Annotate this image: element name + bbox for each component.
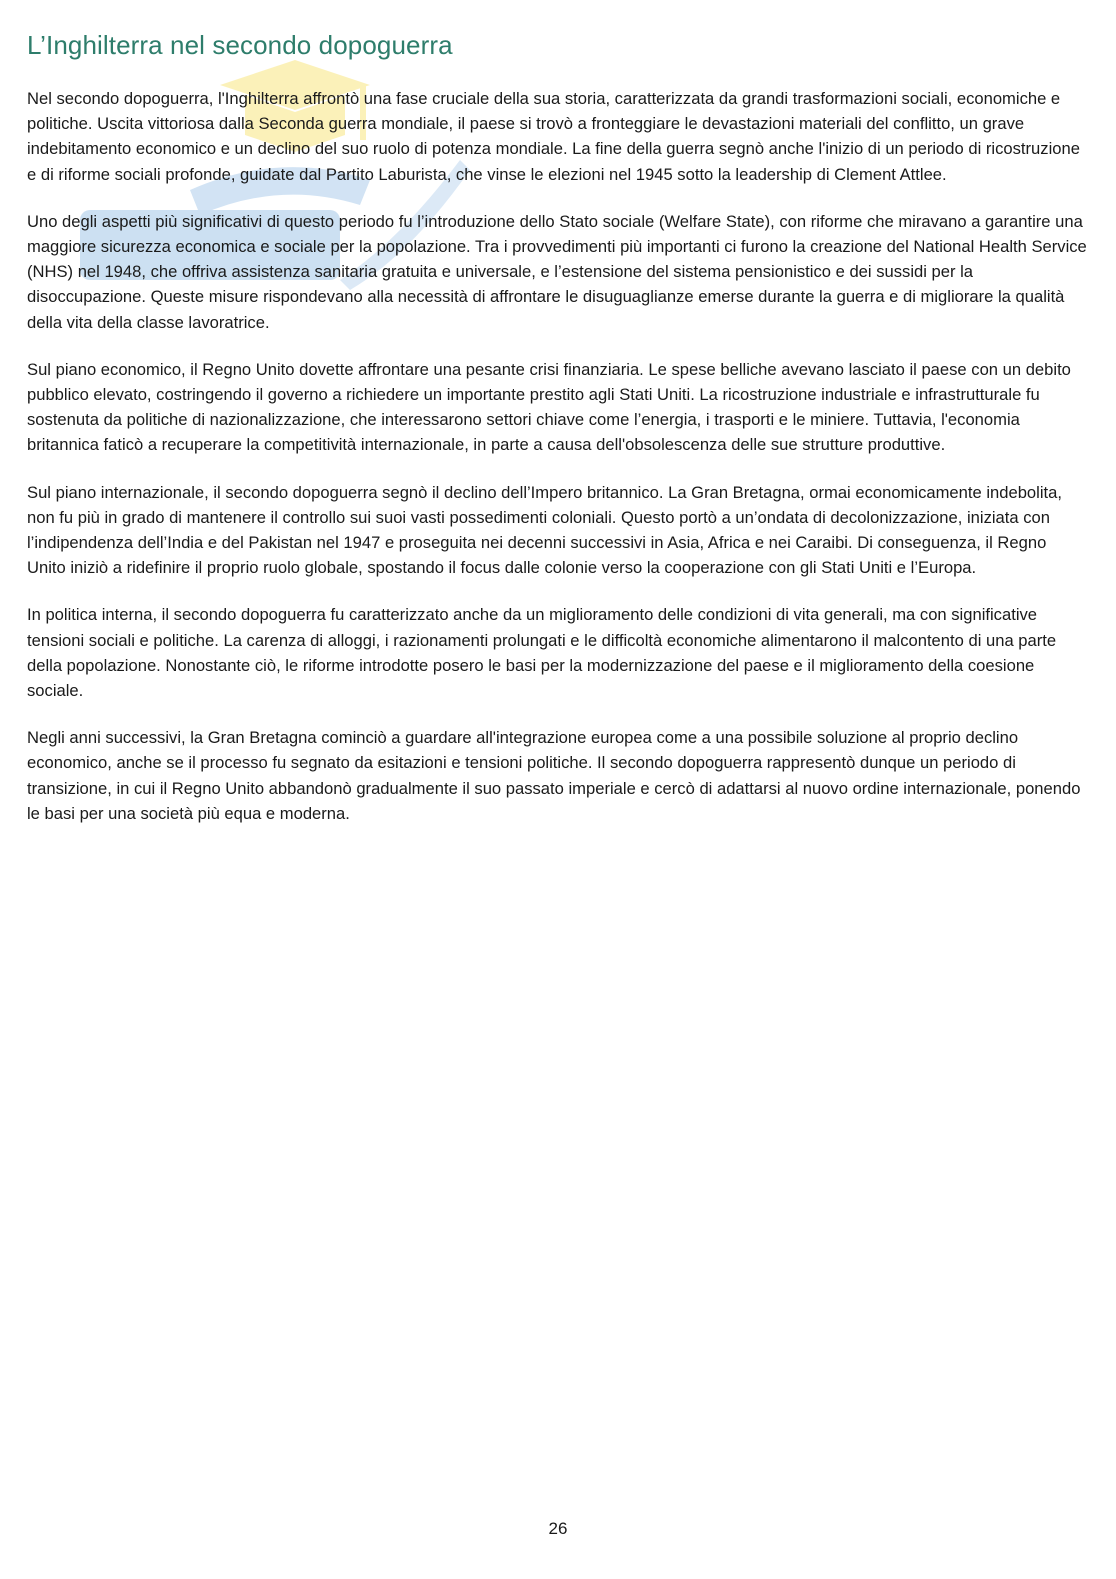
page-title: L’Inghilterra nel secondo dopoguerra (27, 30, 453, 60)
document-body (27, 86, 1089, 848)
page-number: 26 (548, 1519, 568, 1538)
paragraph: Nel secondo dopoguerra, l'Inghilterra affrontò una fase cruciale della sua storia, caratterizzata da grandi trasformazioni sociali, economiche e politiche. Uscita vittoriosa dalla Seconda guerra mondiale, il paese si trovò a fronteggiare le devastazioni materiali del conflitto, un grave indebitamento economico e un declino del suo ruolo di potenza mondiale. La fine della guerra segnò anche l'inizio di un periodo di ricostruzione e di riforme sociali profonde, guidate dal Partito Laburista, che vinse le elezioni nel 1945 sotto la leadership di Clement Attlee. (27, 89, 1080, 184)
paragraph: Sul piano economico, il Regno Unito dovette affrontare una pesante crisi finanziaria. Le spese belliche avevano lasciato il paese con un debito pubblico elevato, costringendo il governo a richiedere un importante prestito agli Stati Uniti. La ricostruzione industriale e infrastrutturale fu sostenuta da politiche di nazionalizzazione, che interessarono settori chiave come l’energia, i trasporti e le miniere. Tuttavia, l'economia britannica faticò a recuperare la competitività internazionale, in parte a causa dell'obsolescenza delle sue strutture produttive. (27, 359, 1071, 455)
paragraph: In politica interna, il secondo dopoguerra fu caratterizzato anche da un miglioramento delle condizioni di vita generali, ma con significative tensioni sociali e politiche. La carenza di alloggi, i razionamenti prolungati e le difficoltà economiche alimentarono il malcontento di una parte della popolazione. Nonostante ciò, le riforme introdotte posero le basi per la modernizzazione del paese e il miglioramento della coesione sociale. (27, 605, 1057, 701)
paragraph: Uno degli aspetti più significativi di questo periodo fu l’introduzione dello Stato sociale (Welfare State), con riforme che miravano a garantire una maggiore sicurezza economica e sociale per la popolazione. Tra i provvedimenti più importanti ci furono la creazione del National Health Service (NHS) nel 1948, che offriva assistenza sanitaria gratuita e universale, e l’estensione del sistema pensionistico e dei sussidi per la disoccupazione. Queste misure rispondevano alla necessità di affrontare le disuguaglianze emerse durante la guerra e di migliorare la qualità della vita della classe lavoratrice. (27, 211, 1087, 332)
paragraph: Negli anni successivi, la Gran Bretagna cominciò a guardare all'integrazione europea come a una possibile soluzione al proprio declino economico, anche se il processo fu segnato da esitazioni e tensioni politiche. Il secondo dopoguerra rappresentò dunque un periodo di transizione, in cui il Regno Unito abbandonò gradualmente il suo passato imperiale e cercò di adattarsi al nuovo ordine internazionale, ponendo le basi per una società più equa e moderna. (27, 728, 1081, 823)
paragraph: Sul piano internazionale, il secondo dopoguerra segnò il declino dell’Impero britannico. La Gran Bretagna, ormai economicamente indebolita, non fu più in grado di mantenere il controllo sui suoi vasti possedimenti coloniali. Questo portò a un’ondata di decolonizzazione, iniziata con l’indipendenza dell’India e del Pakistan nel 1947 e proseguita nei decenni successivi in Asia, Africa e nei Caraibi. Di conseguenza, il Regno Unito iniziò a ridefinire il proprio ruolo globale, spostando il focus dalle colonie verso la cooperazione con gli Stati Uniti e l’Europa. (27, 482, 1062, 578)
